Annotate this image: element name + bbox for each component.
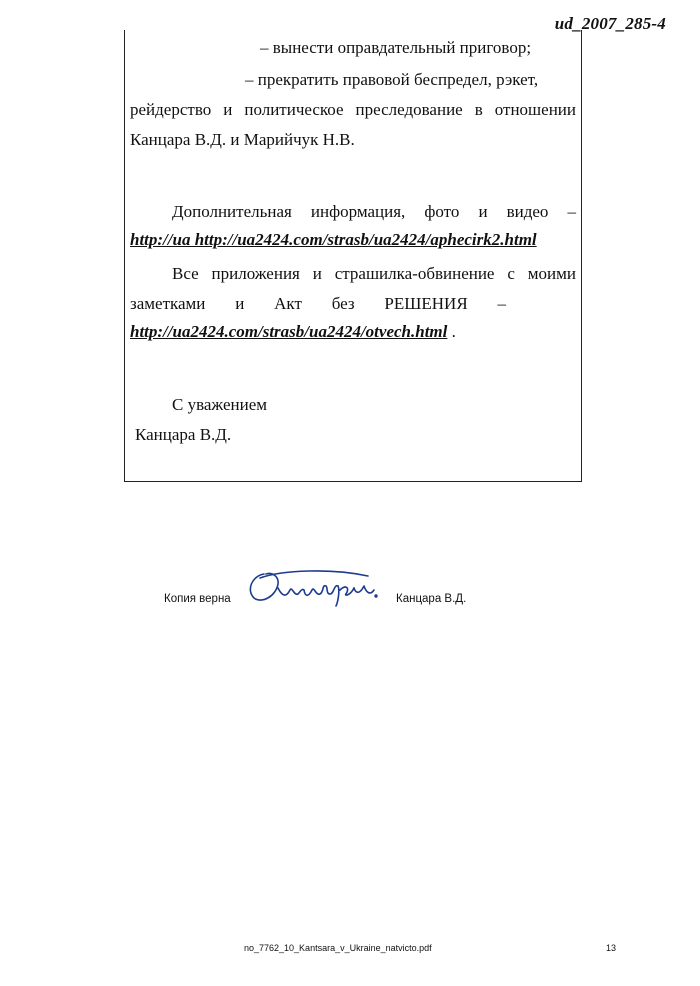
closing-phrase: С уважением <box>172 395 268 414</box>
attachments-paragraph-line2: заметками и Акт без РЕШЕНИЯ – <box>130 294 506 313</box>
item-acquittal: – вынести оправдательный приговор; <box>260 38 532 57</box>
signer-name: Канцара В.Д. <box>135 425 232 444</box>
attachments-link-period: . <box>451 322 456 341</box>
attachments-link[interactable]: http://ua2424.com/strasb/ua2424/otvech.html <box>130 322 448 341</box>
footer-page-number: 13 <box>606 943 617 953</box>
info-link[interactable]: http://ua http://ua2424.com/strasb/ua2424/aphecirk2.html <box>130 230 537 249</box>
handwritten-signature <box>242 560 382 612</box>
attachments-paragraph-line1: Все приложения и страшилка-обвинение с моими <box>172 264 576 283</box>
document-id: ud_2007_285-4 <box>554 14 666 33</box>
info-paragraph-line1: Дополнительная информация, фото и видео – <box>172 202 576 221</box>
footer-filename: no_7762_10_Kantsara_v_Ukraine_natvicto.pdf <box>244 943 432 953</box>
item-stop-lawlessness-line3: Канцара В.Д. и Марийчук Н.В. <box>130 130 355 149</box>
copy-certified-name: Канцара В.Д. <box>396 593 467 605</box>
item-stop-lawlessness-line2: рейдерство и политическое преследование в отношении <box>130 100 576 119</box>
copy-certified-label: Копия верна <box>164 593 231 605</box>
item-stop-lawlessness-line1: – прекратить правовой беспредел, рэкет, <box>245 70 539 89</box>
